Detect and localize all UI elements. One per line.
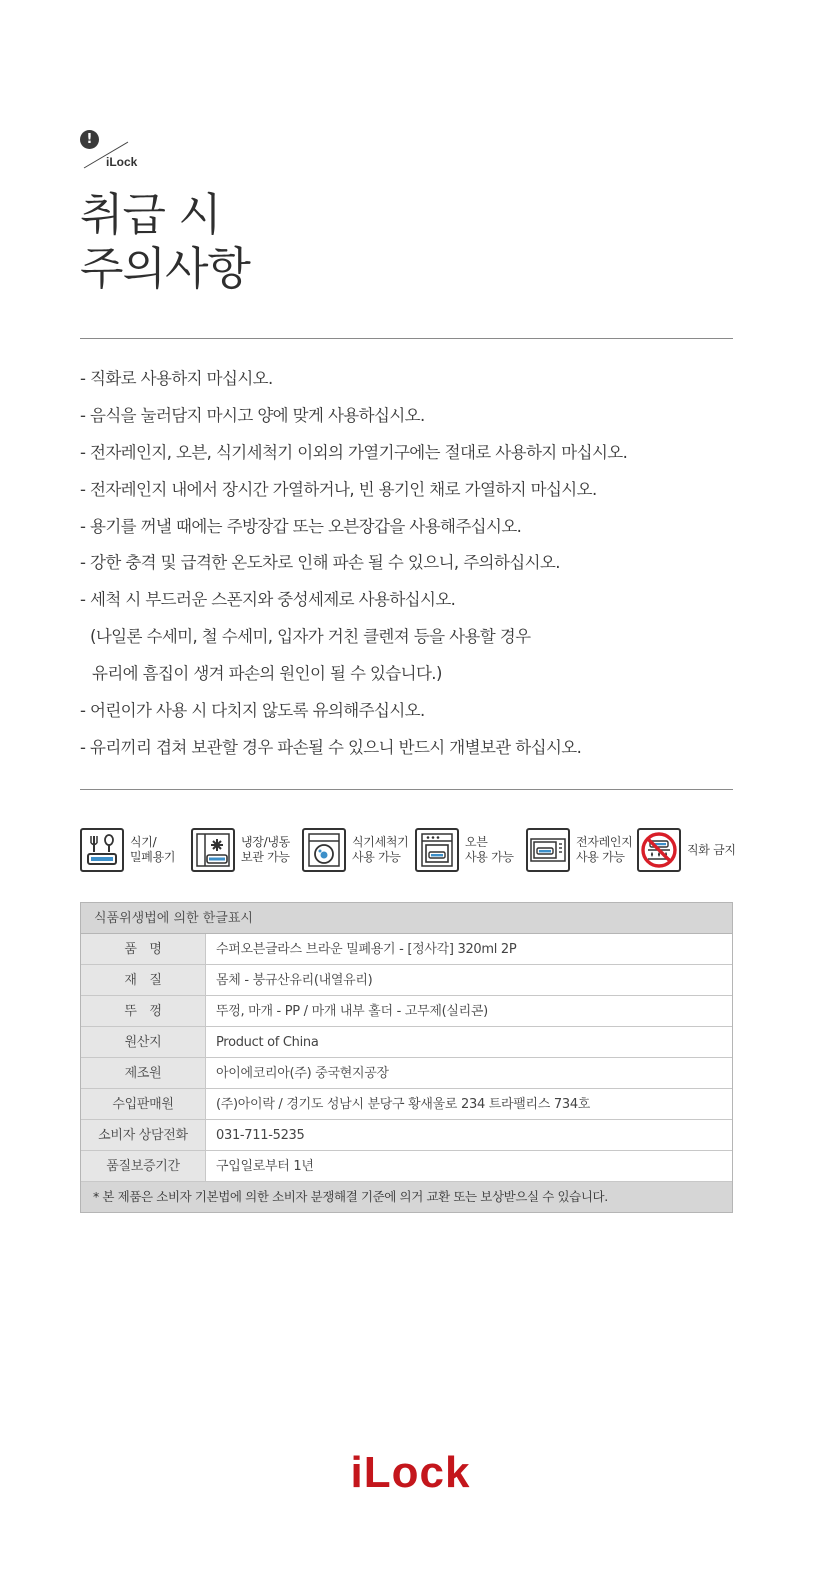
- row-value: (주)아이락 / 경기도 성남시 분당구 황새울로 234 트라팰리스 734호: [216, 1097, 591, 1112]
- brand-small: iLock: [106, 155, 138, 169]
- product-info-table: [80, 902, 733, 1213]
- brand-logo: iLock: [350, 1448, 471, 1497]
- usage-label: 직화 금지: [687, 842, 736, 857]
- caution-item-sub: 유리에 흠집이 생겨 파손의 원인이 될 수 있습니다.): [92, 664, 442, 684]
- caution-item: - 전자레인지 내에서 장시간 가열하거나, 빈 용기인 채로 가열하지 마십시오.: [80, 479, 597, 499]
- row-label: 수입판매원: [81, 1089, 206, 1119]
- row-label: 품 명: [81, 934, 206, 964]
- exclamation-icon: !: [80, 130, 99, 149]
- table-row: [81, 996, 732, 1027]
- caution-item-sub: (나일론 수세미, 철 수세미, 입자가 거친 클렌져 등을 사용할 경우: [90, 627, 531, 647]
- row-value: 아이에코리아(주) 중국현지공장: [216, 1066, 389, 1081]
- row-value: 수퍼오븐글라스 브라운 밀폐용기 - [정사각] 320ml 2P: [216, 942, 517, 957]
- top-divider: [80, 338, 733, 339]
- row-label: 제조원: [81, 1058, 206, 1088]
- table-row: [81, 965, 732, 996]
- middle-divider: [80, 789, 733, 790]
- row-value: 몸체 - 붕규산유리(내열유리): [216, 973, 373, 988]
- usage-icons: [80, 826, 736, 874]
- title-line-2: 주의사항: [80, 242, 250, 295]
- caution-item: - 강한 충격 및 급격한 온도차로 인해 파손 될 수 있으니, 주의하십시오.: [80, 553, 560, 573]
- row-label: 원산지: [81, 1027, 206, 1057]
- caution-item: - 용기를 꺼낼 때에는 주방장갑 또는 오븐장갑을 사용해주십시오.: [80, 516, 522, 536]
- usage-item-microwave: [526, 826, 632, 874]
- table-footnote: * 본 제품은 소비자 기본법에 의한 소비자 분쟁해결 기준에 의거 교환 또는 보상받으실 수 있습니다.: [81, 1182, 732, 1212]
- utensils-container-icon: [80, 828, 124, 872]
- row-value: 구입일로부터 1년: [216, 1159, 314, 1174]
- usage-item-dishwasher: [302, 826, 408, 874]
- row-label: 재 질: [81, 965, 206, 995]
- table-row: [81, 1151, 732, 1182]
- dishwasher-icon: [302, 828, 346, 872]
- table-row: [81, 1027, 732, 1058]
- row-label: 품질보증기간: [81, 1151, 206, 1181]
- usage-label: 식기/ 밀폐용기: [130, 835, 176, 864]
- page-title: [80, 188, 250, 296]
- caution-item: - 세척 시 부드러운 스폰지와 중성세제로 사용하십시오.: [80, 590, 456, 610]
- row-label: 뚜 껑: [81, 996, 206, 1026]
- table-row: [81, 1120, 732, 1151]
- warning-mark: [80, 128, 140, 172]
- microwave-icon: [526, 828, 570, 872]
- usage-item-container: [80, 826, 175, 874]
- fridge-freezer-icon: [191, 828, 235, 872]
- no-direct-fire-icon: [637, 828, 681, 872]
- usage-label: 식기세척기 사용 가능: [352, 835, 409, 864]
- row-value: Product of China: [216, 1035, 319, 1050]
- title-line-1: 취급 시: [80, 188, 221, 241]
- table-row: [81, 1089, 732, 1120]
- usage-item-no-fire: [637, 826, 736, 874]
- row-label: 소비자 상담전화: [81, 1120, 206, 1150]
- caution-list: [80, 361, 740, 767]
- caution-item: - 전자레인지, 오븐, 식기세척기 이외의 가열기구에는 절대로 사용하지 마십시오.: [80, 442, 628, 462]
- caution-item: - 직화로 사용하지 마십시오.: [80, 369, 273, 388]
- table-row: [81, 934, 732, 965]
- usage-label: 전자레인지 사용 가능: [576, 835, 633, 864]
- row-value: 031-711-5235: [216, 1128, 305, 1143]
- caution-item: - 유리끼리 겹쳐 보관할 경우 파손될 수 있으니 반드시 개별보관 하십시오.: [80, 737, 582, 757]
- usage-label: 냉장/냉동 보관 가능: [241, 835, 290, 864]
- oven-icon: [415, 828, 459, 872]
- usage-item-oven: [415, 826, 514, 874]
- caution-item: - 어린이가 사용 시 다치지 않도록 유의해주십시오.: [80, 701, 425, 721]
- usage-item-fridge: [191, 826, 290, 874]
- table-row: [81, 1058, 732, 1089]
- usage-label: 오븐 사용 가능: [465, 835, 514, 864]
- caution-item: - 음식을 눌러담지 마시고 양에 맞게 사용하십시오.: [80, 405, 425, 425]
- table-heading: 식품위생법에 의한 한글표시: [81, 903, 732, 934]
- row-value: 뚜껑, 마개 - PP / 마개 내부 홀더 - 고무제(실리콘): [216, 1004, 488, 1019]
